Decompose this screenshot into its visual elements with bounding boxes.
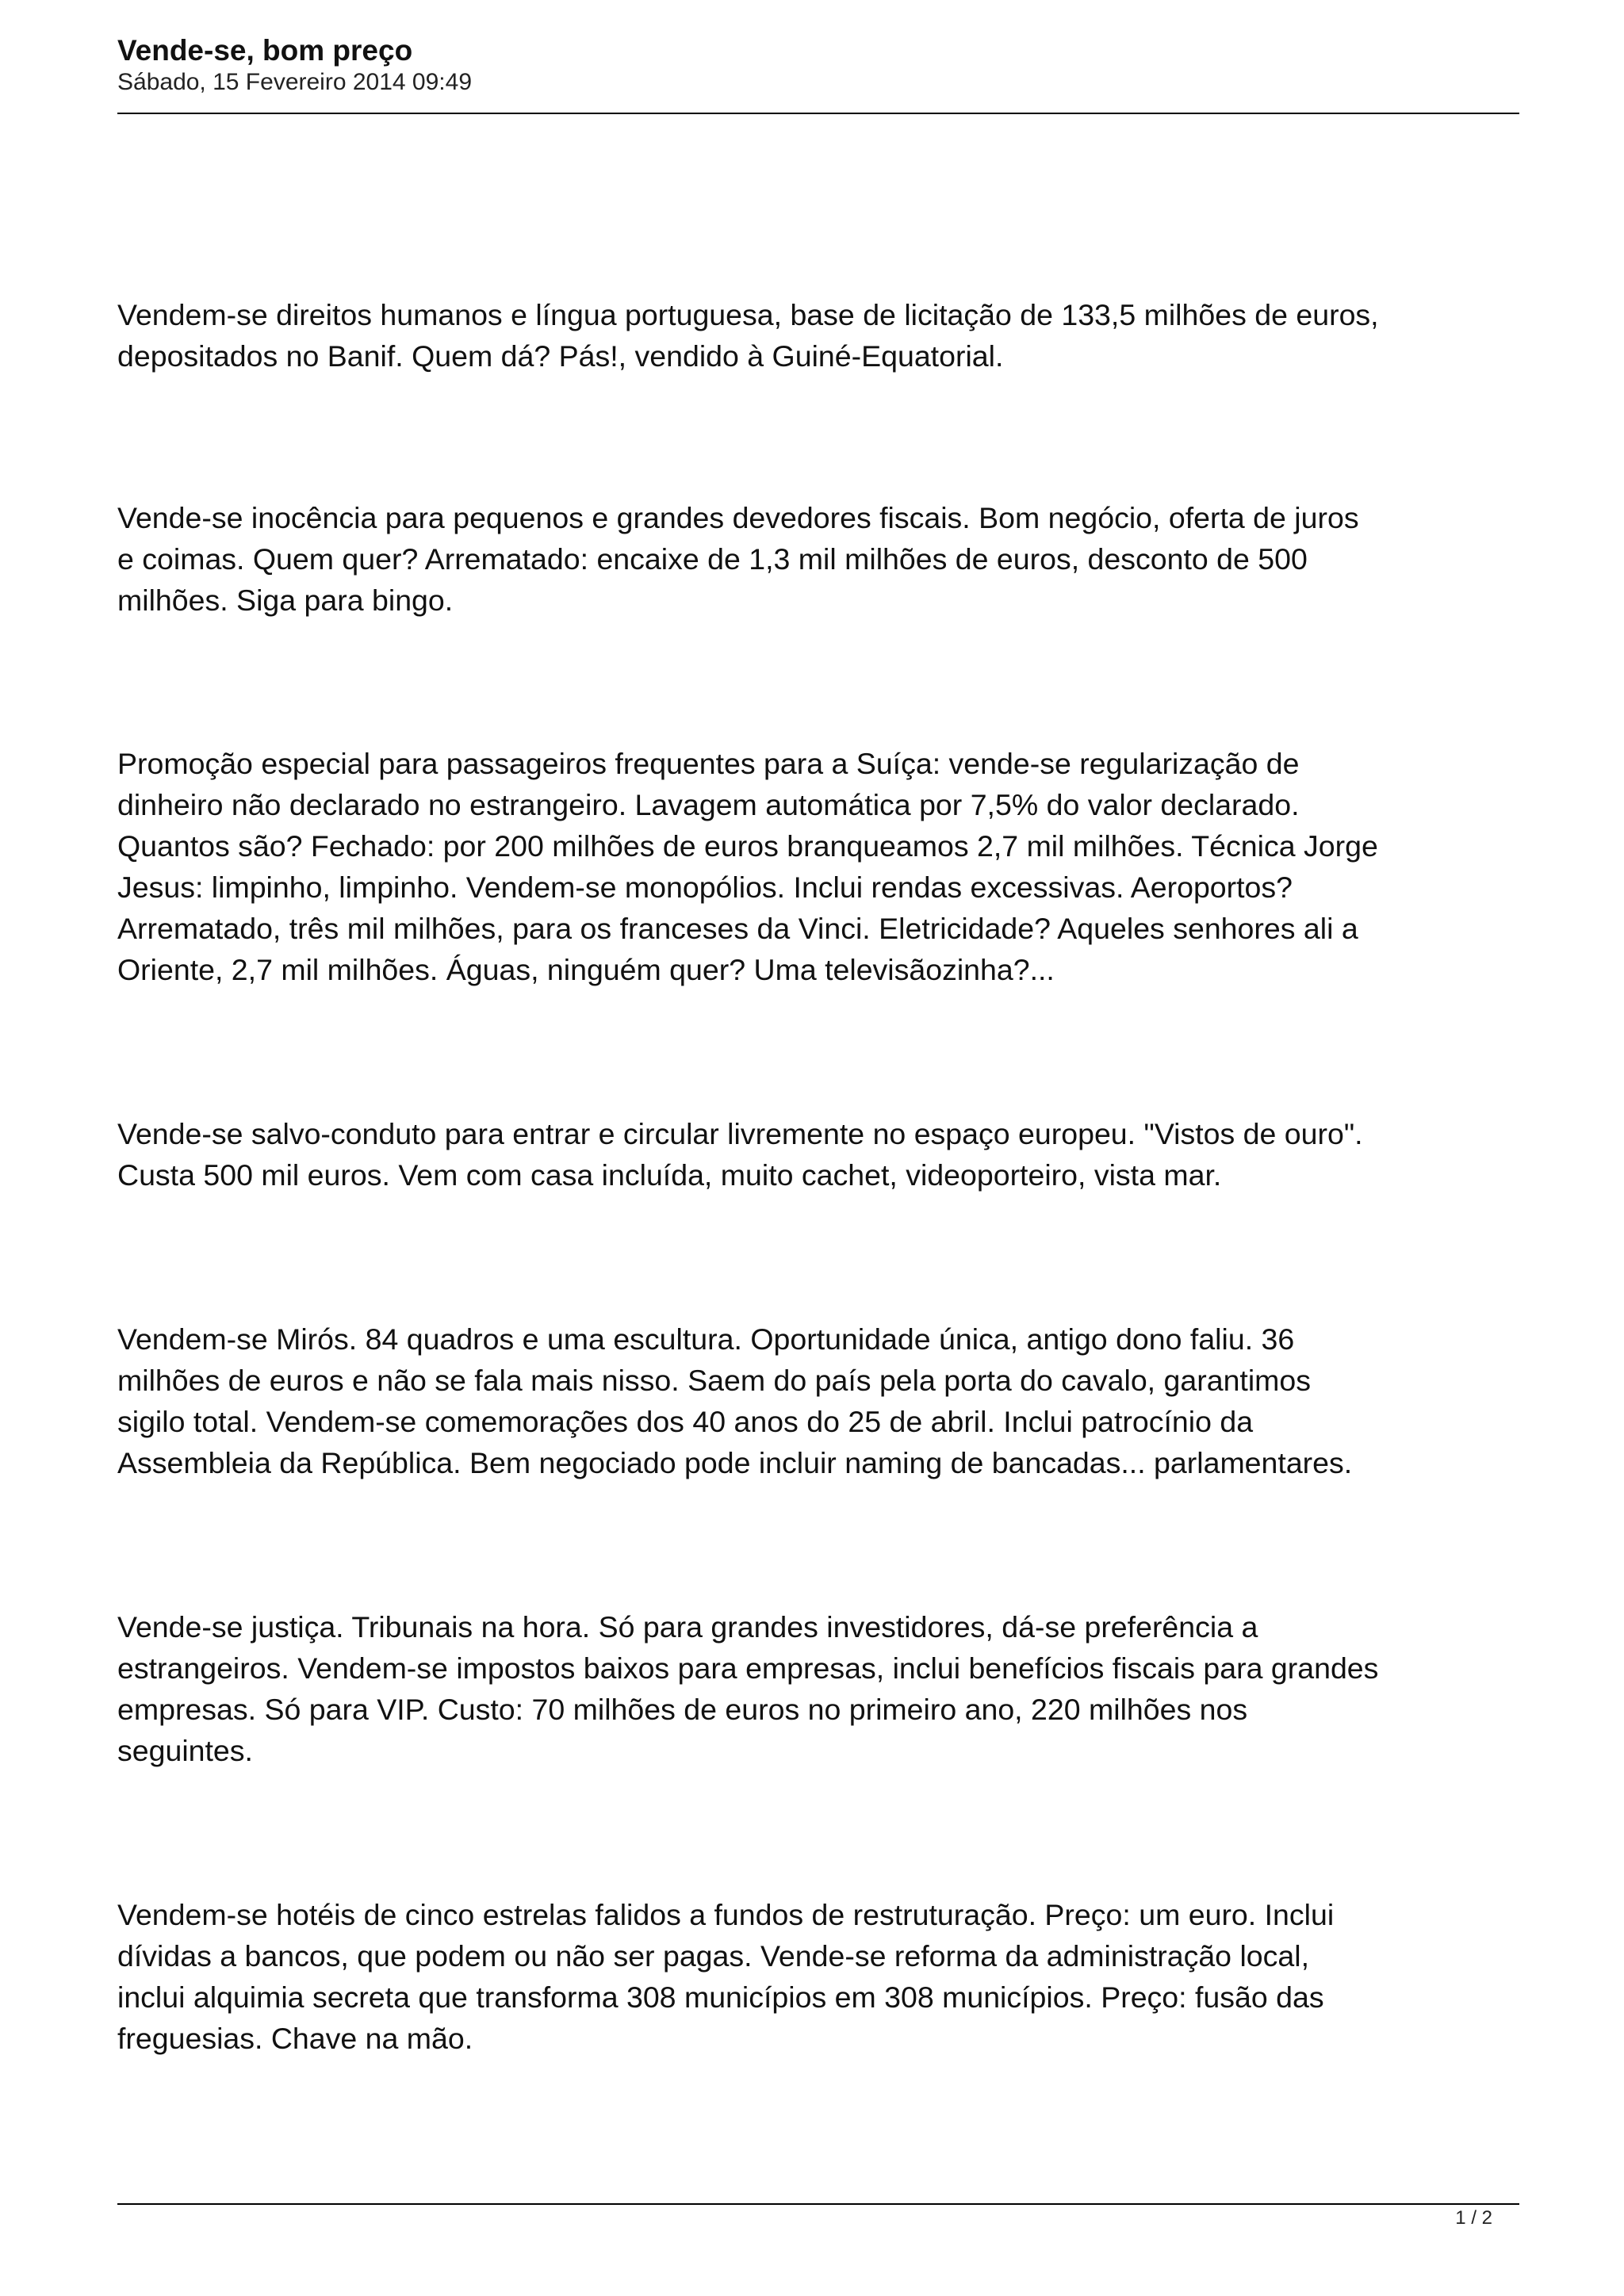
footer-divider: [117, 2203, 1519, 2205]
paragraph-6: Vende-se justiça. Tribunais na hora. Só para grandes investidores, dá-se preferência a estrangeiros. Vendem-se impostos baixos para empresas, inclui benefícios fiscais para grandes empresas. Só para VIP. Custo: 70 milhões de euros no primeiro ano, 220 milhões nos seguintes.: [117, 1610, 1379, 1767]
page-number: 1 / 2: [1455, 2207, 1492, 2229]
paragraph-2: Vende-se inocência para pequenos e grandes devedores fiscais. Bom negócio, oferta de juros e coimas. Quem quer? Arrematado: encaixe de 1,3 mil milhões de euros, desconto de 500 milhões. Siga para bingo.: [117, 501, 1359, 617]
article-title: Vende-se, bom preço: [117, 34, 413, 67]
paragraph-3: Promoção especial para passageiros frequentes para a Suíça: vende-se regularização de dinheiro não declarado no estrangeiro. Lavagem automática por 7,5% do valor declarado. Quantos são? Fechado: por 200 milhões de euros branqueamos 2,7 mil milhões. Técnica Jorge Jesus: limpinho, limpinho. Vendem-se monopólios. Inclui rendas excessivas. Aeroportos? Arrematado, três mil milhões, para os franceses da Vinci. Eletricidade? Aqueles senhores ali a Oriente, 2,7 mil milhões. Águas, ninguém quer? Uma televisãozinha?...: [117, 747, 1378, 986]
paragraph-7: Vendem-se hotéis de cinco estrelas falidos a fundos de restruturação. Preço: um euro. Inclui dívidas a bancos, que podem ou não ser pagas. Vende-se reforma da administração local, inclui alquimia secreta que transforma 308 municípios em 308 municípios. Preço: fusão das freguesias. Chave na mão.: [117, 1898, 1335, 2055]
header-divider: [117, 113, 1519, 114]
paragraph-1: Vendem-se direitos humanos e língua portuguesa, base de licitação de 133,5 milhões de euros, depositados no Banif. Quem dá? Pás!, vendido à Guiné-Equatorial.: [117, 298, 1379, 373]
paragraph-4: Vende-se salvo-conduto para entrar e circular livremente no espaço europeu. "Vistos de ouro". Custa 500 mil euros. Vem com casa incluída, muito cachet, videoporteiro, vista mar.: [117, 1117, 1363, 1192]
paragraph-5: Vendem-se Mirós. 84 quadros e uma escultura. Oportunidade única, antigo dono faliu. 36 milhões de euros e não se fala mais nisso. Saem do país pela porta do cavalo, garantimos sigilo total. Vendem-se comemorações dos 40 anos do 25 de abril. Inclui patrocínio da Assembleia da República. Bem negociado pode incluir naming de bancadas... parlamentares.: [117, 1322, 1353, 1479]
document-header: [117, 33, 1519, 97]
article-date: Sábado, 15 Fevereiro 2014 09:49: [117, 69, 472, 95]
